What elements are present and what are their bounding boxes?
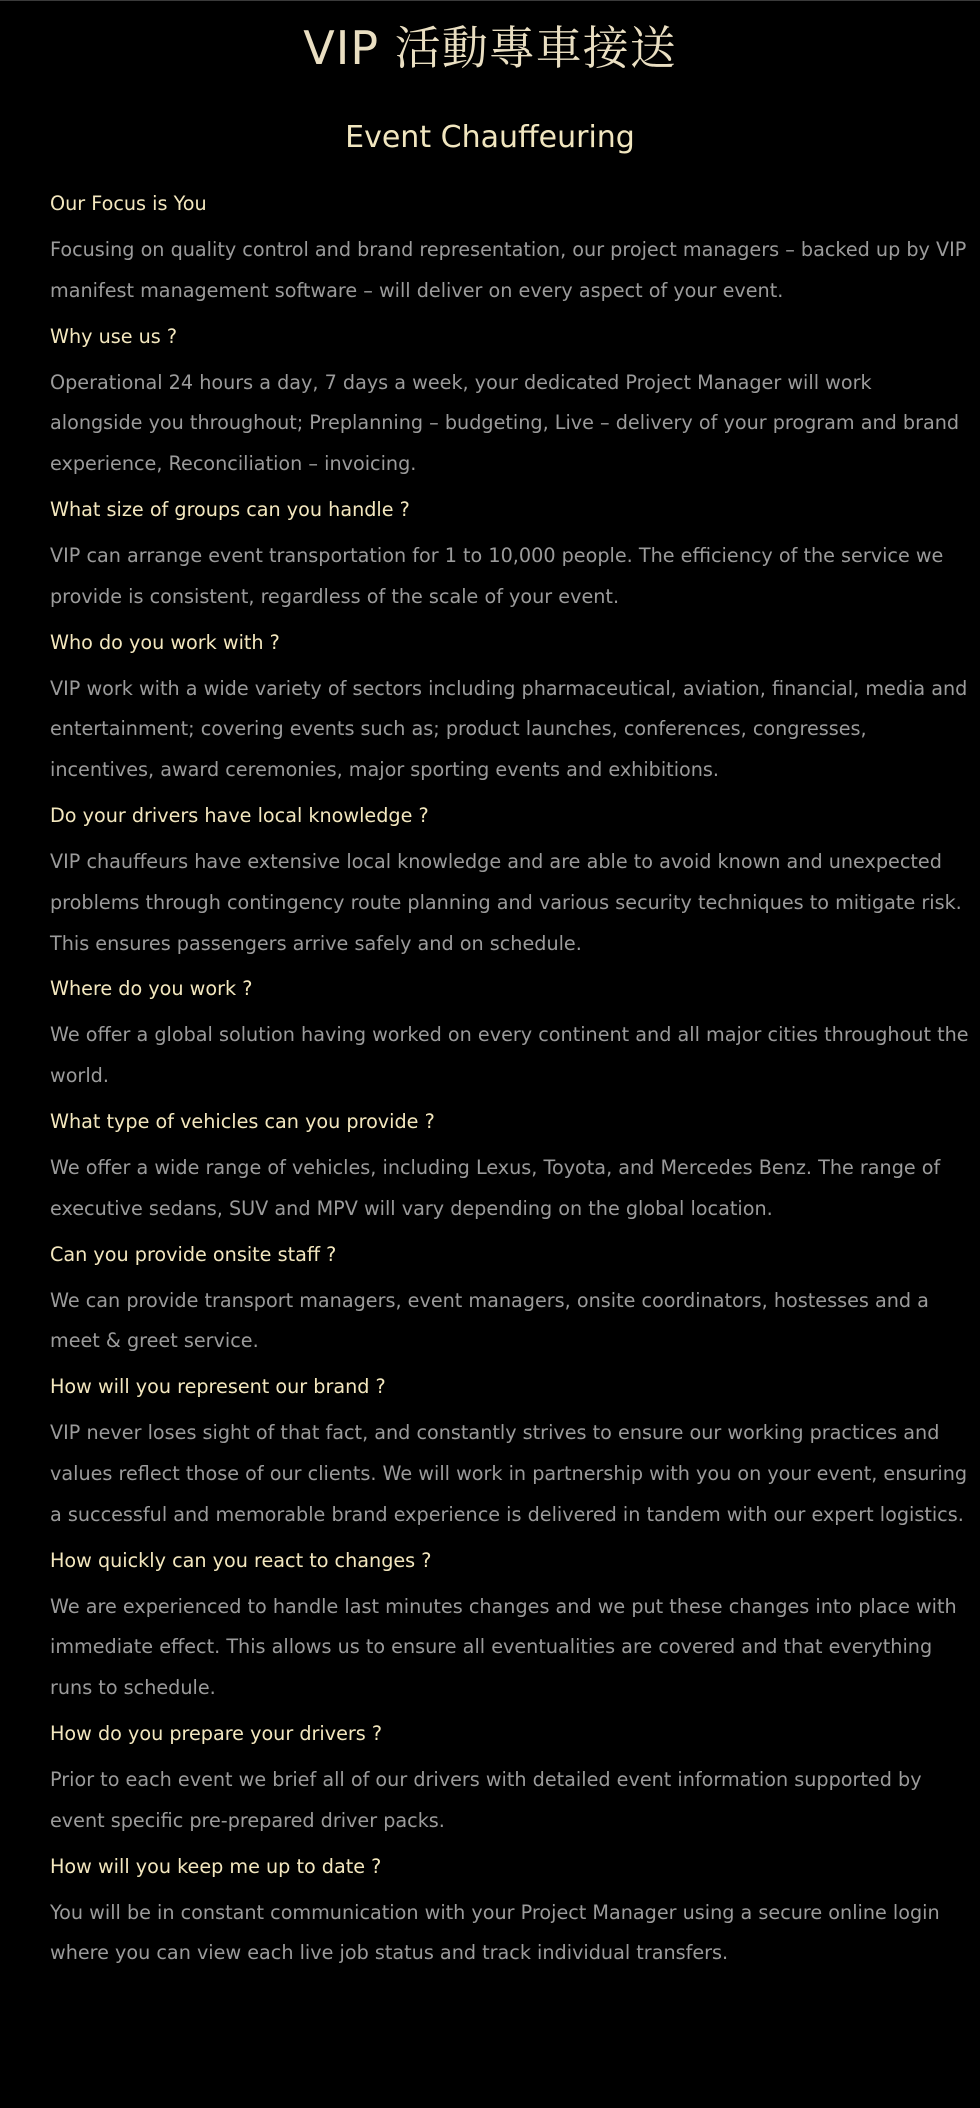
faq-question: Why use us ? bbox=[50, 324, 178, 348]
faq-question: Where do you work ? bbox=[50, 977, 253, 1001]
faq-answer: We offer a global solution having worked on every continent and all major cities throughout the world. bbox=[50, 1023, 969, 1088]
page-title: VIP 活動專車接送 bbox=[303, 21, 677, 75]
faq-item-sectors bbox=[50, 628, 970, 791]
faq-item-local-knowledge bbox=[50, 801, 970, 964]
faq-item-focus bbox=[50, 189, 970, 312]
faq-answer: VIP never loses sight of that fact, and constantly strives to ensure our working practices and values reflect those of our clients. We will work in partnership with you on your event, ensuring a successful and memorable brand experience is delivered in tandem with our expert logistics. bbox=[50, 1421, 968, 1526]
faq-question: How quickly can you react to changes ? bbox=[50, 1548, 432, 1572]
top-divider bbox=[0, 0, 980, 1]
faq-question: Our Focus is You bbox=[50, 192, 207, 215]
faq-question: How do you prepare your drivers ? bbox=[50, 1721, 383, 1745]
faq-question: How will you keep me up to date ? bbox=[50, 1854, 382, 1878]
faq-item-where-we-work bbox=[50, 974, 970, 1097]
faq-item-group-size bbox=[50, 495, 970, 618]
faq-answer: Prior to each event we brief all of our drivers with detailed event information supported by event specific pre-prepared driver packs. bbox=[50, 1767, 922, 1832]
page-subtitle: Event Chauffeuring bbox=[345, 120, 635, 155]
faq-answer: We are experienced to handle last minutes changes and we put these changes into place with immediate effect. This allows us to ensure all eventualities are covered and that everything runs to schedule. bbox=[50, 1594, 957, 1700]
faq-answer: We offer a wide range of vehicles, including Lexus, Toyota, and Mercedes Benz. The range of executive sedans, SUV and MPV will vary depending on the global location. bbox=[50, 1155, 941, 1220]
faq-answer: VIP chauffeurs have extensive local knowledge and are able to avoid known and unexpected problems through contingency route planning and various security techniques to mitigate risk. This ensures passengers arrive safely and on schedule. bbox=[50, 849, 962, 955]
faq-item-brand bbox=[50, 1372, 970, 1535]
faq-answer: Focusing on quality control and brand representation, our project managers – backed up by VIP manifest management software – will deliver on every aspect of your event. bbox=[50, 238, 967, 302]
faq-question: How will you represent our brand ? bbox=[50, 1375, 386, 1399]
faq-item-updates bbox=[50, 1852, 970, 1975]
faq-answer: We can provide transport managers, event managers, onsite coordinators, hostesses and a meet & greet service. bbox=[50, 1288, 929, 1353]
faq-item-onsite-staff bbox=[50, 1240, 970, 1363]
faq-item-vehicles bbox=[50, 1107, 970, 1230]
faq-answer: You will be in constant communication with your Project Manager using a secure online login where you can view each live job status and track individual transfers. bbox=[50, 1900, 940, 1965]
faq-item-driver-prep bbox=[50, 1719, 970, 1842]
faq-answer: VIP can arrange event transportation for 1 to 10,000 people. The efficiency of the service we provide is consistent, regardless of the scale of your event. bbox=[50, 543, 944, 608]
faq-question: Who do you work with ? bbox=[50, 630, 280, 654]
faq-item-changes bbox=[50, 1546, 970, 1709]
faq-question: What type of vehicles can you provide ? bbox=[50, 1109, 435, 1133]
faq-question: What size of groups can you handle ? bbox=[50, 497, 410, 521]
faq-list bbox=[50, 189, 970, 1984]
faq-item-why-use-us bbox=[50, 322, 970, 485]
faq-answer: VIP work with a wide variety of sectors including pharmaceutical, aviation, financial, media and entertainment; covering events such as; product launches, conferences, congresses, incentives, award ceremonies, major sporting events and exhibitions. bbox=[50, 676, 968, 782]
faq-answer: Operational 24 hours a day, 7 days a week, your dedicated Project Manager will work alongside you throughout; Preplanning – budgeting, Live – delivery of your program and brand experience, Reconciliation – invoicing. bbox=[50, 370, 960, 476]
faq-question: Do your drivers have local knowledge ? bbox=[50, 803, 429, 827]
faq-question: Can you provide onsite staff ? bbox=[50, 1242, 337, 1266]
